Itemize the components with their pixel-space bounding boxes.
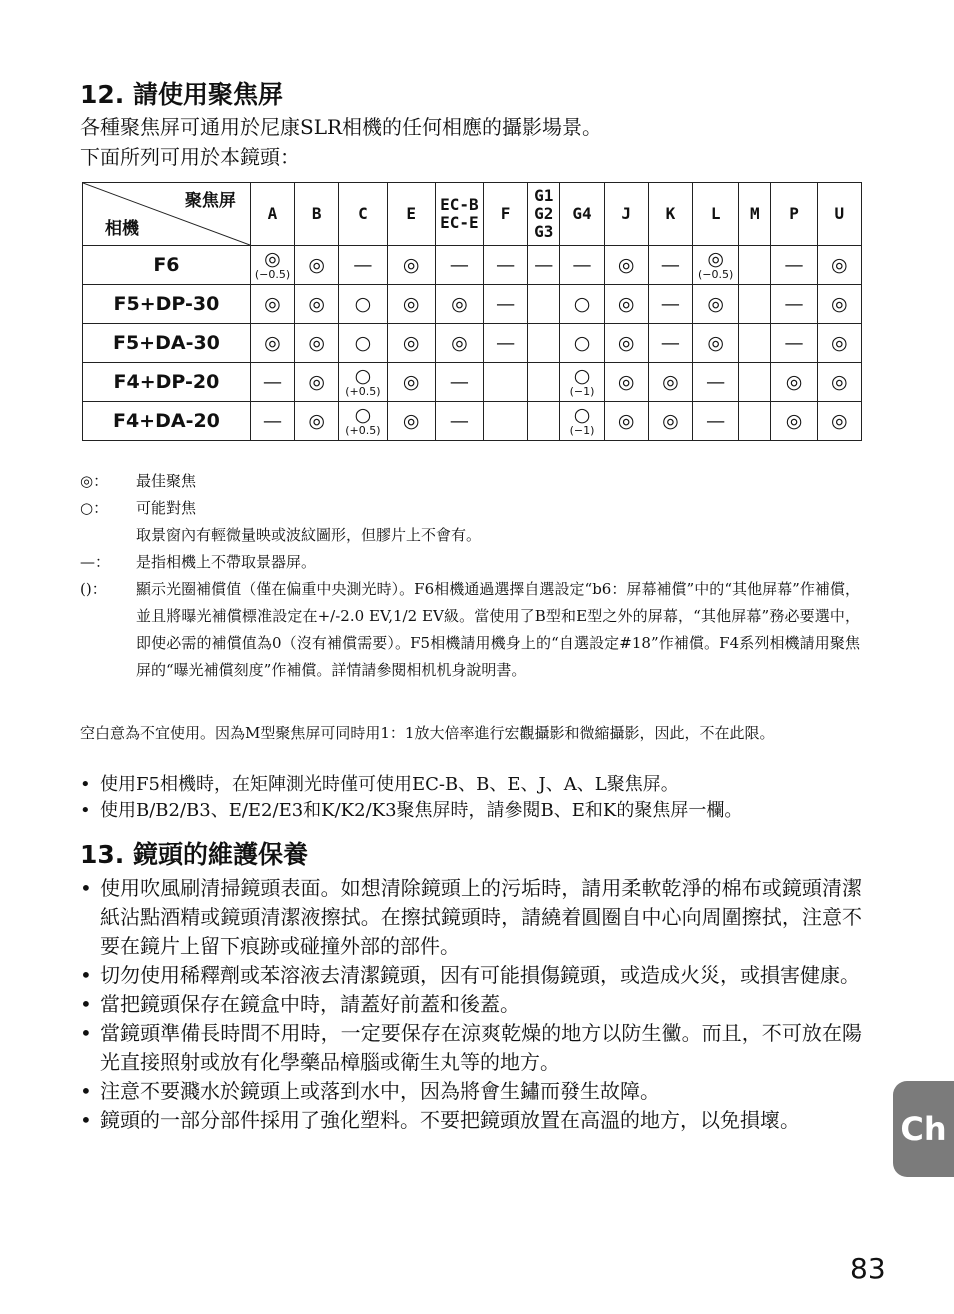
column-header (387, 183, 435, 246)
section-13-heading: 13. 鏡頭的維護保養 (80, 840, 308, 869)
column-label: F (500, 204, 511, 223)
cell-symbol: ◎ (662, 410, 679, 432)
table-cell (250, 285, 294, 324)
legend-item (80, 576, 860, 684)
language-tab: Ch (893, 1081, 954, 1177)
cell-symbol: — (660, 293, 680, 315)
table-row (83, 285, 862, 324)
table-cell (771, 402, 817, 441)
cell-symbol: — (784, 293, 804, 315)
cell-symbol: — (706, 371, 726, 393)
table-cell (604, 363, 648, 402)
cell-symbol: ○ (354, 332, 372, 354)
table-cell (739, 402, 771, 441)
table-cell (693, 402, 739, 441)
bullet-icon: • (80, 1021, 92, 1045)
table-cell (484, 246, 528, 285)
legend-item (80, 468, 860, 495)
page-number: 83 (850, 1252, 886, 1285)
table-cell (739, 285, 771, 324)
bullet-icon: • (80, 992, 92, 1016)
list-item (80, 961, 862, 990)
cell-symbol: ○ (354, 293, 372, 315)
table-corner-header (83, 183, 251, 246)
list-item (80, 1019, 862, 1077)
table-cell (648, 402, 692, 441)
table-cell (771, 363, 817, 402)
table-cell (295, 363, 339, 402)
table-cell (693, 324, 739, 363)
cell-symbol: ○ (573, 332, 591, 354)
table-cell (339, 285, 387, 324)
table-row (83, 324, 862, 363)
table-cell (771, 324, 817, 363)
bullet-icon: • (80, 800, 91, 821)
column-header (604, 183, 648, 246)
column-label: G4 (572, 204, 592, 223)
column-label: M (750, 204, 760, 223)
table-cell (295, 324, 339, 363)
table-cell (560, 363, 604, 402)
table-cell (771, 246, 817, 285)
list-item-text: 當把鏡頭保存在鏡盒中時，請蓋好前蓋和後蓋。 (100, 992, 520, 1016)
column-label: B (311, 204, 322, 223)
column-label: U (834, 204, 845, 223)
cell-symbol: ○ (573, 364, 591, 387)
column-header (435, 183, 483, 246)
column-label: A (267, 204, 278, 223)
intro-line: 各種聚焦屏可通用於尼康SLR相機的任何相應的攝影場景。 (80, 115, 603, 139)
cell-symbol: ◎ (308, 293, 325, 315)
table-cell (560, 285, 604, 324)
table-row (83, 402, 862, 441)
column-label: G1 (534, 186, 554, 205)
list-item (80, 1106, 862, 1135)
table-cell (604, 324, 648, 363)
cell-symbol: ◎ (831, 254, 848, 276)
column-header (528, 183, 560, 246)
column-header (250, 183, 294, 246)
table-cell (648, 285, 692, 324)
cell-symbol: ◎ (831, 332, 848, 354)
table-cell (817, 324, 861, 363)
table-cell (387, 363, 435, 402)
list-item-text: 切勿使用稀釋劑或苯溶液去清潔鏡頭，因有可能損傷鏡頭，或造成火災，或損害健康。 (100, 963, 860, 987)
legend-text: 是指相機上不帶取景器屏。 (136, 553, 317, 571)
bullet-icon: • (80, 1079, 92, 1103)
table-cell (739, 324, 771, 363)
cell-compensation: (−1) (569, 423, 595, 437)
table-cell (250, 246, 294, 285)
bullet-icon: • (80, 1108, 92, 1132)
column-header (817, 183, 861, 246)
column-header (693, 183, 739, 246)
legend-key (80, 522, 136, 549)
table-cell (484, 285, 528, 324)
table-cell (435, 402, 483, 441)
table-cell (387, 402, 435, 441)
corner-label-camera: 相機 (105, 219, 139, 239)
table-cell (339, 363, 387, 402)
legend-text: 可能對焦 (136, 499, 197, 517)
cell-symbol: ◎ (617, 293, 635, 315)
cell-symbol: ◎ (264, 332, 281, 354)
cell-symbol: — (660, 332, 680, 354)
table-cell (528, 402, 560, 441)
cell-symbol: — (660, 254, 680, 276)
column-header (560, 183, 604, 246)
table-row (83, 246, 862, 285)
table-cell (817, 402, 861, 441)
list-item-text: 使用F5相機時，在矩陣測光時僅可使用EC-B、B、E、J、A、L聚焦屏。 (100, 774, 679, 795)
column-label: EC-B (440, 195, 479, 214)
section-12-heading: 12. 請使用聚焦屏 (80, 80, 283, 109)
table-cell (528, 285, 560, 324)
table-cell (604, 402, 648, 441)
cell-symbol: ○ (354, 403, 372, 426)
list-item-text: 使用B/B2/B3、E/E2/E3和K/K2/K3聚焦屏時，請參閱B、E和K的聚焦屏一欄。 (100, 800, 743, 821)
table-cell (528, 363, 560, 402)
table-cell (339, 402, 387, 441)
cell-symbol: — (496, 254, 516, 276)
legend-key: ()： (80, 580, 107, 598)
cell-symbol: ◎ (785, 410, 803, 432)
cell-symbol: — (353, 254, 373, 276)
table-cell (295, 285, 339, 324)
camera-name: F5+DP-30 (83, 285, 251, 324)
table-cell (693, 246, 739, 285)
corner-label-screen: 聚焦屏 (184, 191, 236, 211)
cell-symbol: — (784, 254, 804, 276)
legend-key: ◎： (80, 472, 109, 490)
bullet-icon: • (80, 876, 92, 900)
column-header (648, 183, 692, 246)
legend-item (80, 549, 860, 576)
legend-key: ○： (80, 499, 109, 517)
legend-text: 取景窗內有輕微量映或波紋圖形，但膠片上不會有。 (136, 526, 482, 544)
table-cell (250, 363, 294, 402)
list-item-text: 注意不要濺水於鏡頭上或落到水中，因為將會生鏽而發生故障。 (100, 1079, 660, 1103)
cell-compensation: (−0.5) (254, 267, 291, 281)
cell-symbol: ◎ (402, 371, 420, 393)
column-header (295, 183, 339, 246)
cell-symbol: ◎ (308, 254, 325, 276)
cell-symbol: ◎ (451, 332, 468, 354)
table-cell (387, 324, 435, 363)
list-item (80, 990, 862, 1019)
table-cell (739, 246, 771, 285)
camera-name: F6 (83, 246, 251, 285)
table-cell (817, 285, 861, 324)
legend (80, 468, 860, 684)
table-cell (604, 246, 648, 285)
blank-note: 空白意為不宜使用。因為M型聚焦屏可同時用1：1放大倍率進行宏觀攝影和微縮攝影，因此，不在此限。 (80, 724, 775, 742)
cell-compensation: (+0.5) (345, 423, 381, 437)
cell-symbol: ◎ (264, 293, 281, 315)
column-header (739, 183, 771, 246)
table-cell (528, 324, 560, 363)
cell-symbol: — (449, 371, 469, 393)
column-label: E (406, 204, 416, 223)
cell-symbol: ◎ (617, 254, 635, 276)
list-item (80, 772, 860, 798)
list-item (80, 1077, 862, 1106)
cell-symbol: ○ (573, 403, 591, 426)
cell-symbol: — (449, 254, 469, 276)
camera-name: F5+DA-30 (83, 324, 251, 363)
cell-symbol: — (534, 254, 554, 276)
cell-symbol: ◎ (662, 371, 679, 393)
cell-symbol: ◎ (402, 293, 420, 315)
cell-symbol: ◎ (402, 254, 420, 276)
cell-symbol: ◎ (707, 332, 724, 354)
table-cell (648, 246, 692, 285)
column-label: L (710, 204, 721, 223)
cell-symbol: ◎ (402, 332, 420, 354)
cell-symbol: ◎ (831, 410, 848, 432)
column-header (771, 183, 817, 246)
camera-name: F4+DA-20 (83, 402, 251, 441)
cell-symbol: ○ (354, 364, 372, 387)
table-cell (604, 285, 648, 324)
legend-text: 最佳聚焦 (136, 472, 197, 490)
table-cell (648, 363, 692, 402)
cell-compensation: (−0.5) (698, 267, 734, 281)
table-cell (771, 285, 817, 324)
column-label: G2 (534, 204, 554, 223)
cell-compensation: (−1) (569, 384, 595, 398)
cell-symbol: — (262, 371, 282, 393)
table-cell (693, 285, 739, 324)
cell-symbol: ◎ (831, 293, 848, 315)
cell-symbol: ◎ (617, 332, 635, 354)
table-row (83, 363, 862, 402)
table-cell (295, 246, 339, 285)
table-cell (295, 402, 339, 441)
cell-symbol: ◎ (617, 371, 635, 393)
cell-symbol: ◎ (402, 410, 420, 432)
focusing-screen-table (82, 182, 862, 441)
table-cell (435, 324, 483, 363)
table-cell (387, 246, 435, 285)
care-list (80, 874, 862, 1135)
cell-symbol: — (784, 332, 804, 354)
table-cell (817, 363, 861, 402)
table-cell (435, 246, 483, 285)
list-item (80, 874, 862, 961)
column-label: J (621, 204, 632, 223)
list-item-text: 鏡頭的一部分部件採用了強化塑料。不要把鏡頭放置在高溫的地方，以免損壞。 (100, 1108, 800, 1132)
column-label: K (665, 204, 676, 223)
column-header (484, 183, 528, 246)
cell-symbol: ◎ (831, 371, 848, 393)
section-12-intro (80, 112, 860, 172)
legend-item (80, 495, 860, 522)
cell-symbol: ◎ (308, 332, 325, 354)
cell-symbol: — (449, 410, 469, 432)
intro-line: 下面所列可用於本鏡頭： (80, 145, 300, 169)
cell-symbol: ◎ (451, 293, 468, 315)
cell-symbol: ◎ (707, 293, 724, 315)
column-header (339, 183, 387, 246)
table-cell (560, 402, 604, 441)
legend-item (80, 522, 860, 549)
table-cell (560, 246, 604, 285)
column-label: C (358, 204, 368, 223)
cell-symbol: — (706, 410, 726, 432)
camera-name: F4+DP-20 (83, 363, 251, 402)
cell-symbol: ◎ (264, 247, 281, 270)
table-cell (435, 363, 483, 402)
legend-text: 顯示光圈補償值（僅在偏重中央測光時）。F6相機通過選擇自選設定“b6：屏幕補償”中的“其他屏幕”作補償，並且將曝光補償標准設定在+/-2.0 EV,1/2 EV級。當使用了B型和E型之外的屏幕，“其他屏幕”務必要選中，即使必需的補償值為0（沒有補償需要）。F5相機請用機身上的“自選設定#18”作補償。F4系列相機請用聚焦屏的“曝光補償刻度”作補償。詳情請參閱相机机身說明書。 (136, 580, 860, 679)
legend-key: —： (80, 553, 111, 571)
table-cell (817, 246, 861, 285)
table-cell (339, 324, 387, 363)
table-cell (693, 363, 739, 402)
cell-symbol: — (496, 293, 516, 315)
table-cell (250, 324, 294, 363)
table-cell (250, 402, 294, 441)
bullet-icon: • (80, 774, 91, 795)
bullet-icon: • (80, 963, 92, 987)
cell-symbol: — (262, 410, 282, 432)
table-cell (739, 363, 771, 402)
column-label: G3 (534, 222, 554, 241)
table-cell (387, 285, 435, 324)
column-label: P (789, 204, 799, 223)
cell-symbol: ◎ (617, 410, 635, 432)
list-item-text: 當鏡頭準備長時間不用時，一定要保存在涼爽乾燥的地方以防生黴。而且，不可放在陽光直接照射或放有化學藥品樟腦或衛生丸等的地方。 (100, 1021, 862, 1074)
column-label: EC-E (440, 213, 479, 232)
table-cell (648, 324, 692, 363)
usage-notes (80, 772, 860, 824)
cell-symbol: — (572, 254, 592, 276)
cell-symbol: ◎ (707, 247, 724, 270)
cell-symbol: ◎ (785, 371, 803, 393)
list-item (80, 798, 860, 824)
table-cell (560, 324, 604, 363)
table-cell (435, 285, 483, 324)
cell-symbol: ○ (573, 293, 591, 315)
table-cell (484, 363, 528, 402)
table-cell (528, 246, 560, 285)
table-cell (484, 324, 528, 363)
cell-compensation: (+0.5) (345, 384, 381, 398)
table-cell (339, 246, 387, 285)
list-item-text: 使用吹風刷清掃鏡頭表面。如想清除鏡頭上的污垢時，請用柔軟乾淨的棉布或鏡頭清潔紙沾點酒精或鏡頭清潔液擦拭。在擦拭鏡頭時，請繞着圓圈自中心向周圍擦拭，注意不要在鏡片上留下痕跡或碰撞外部的部件。 (100, 876, 862, 958)
cell-symbol: ◎ (308, 410, 325, 432)
cell-symbol: — (496, 332, 516, 354)
table-cell (484, 402, 528, 441)
cell-symbol: ◎ (308, 371, 325, 393)
